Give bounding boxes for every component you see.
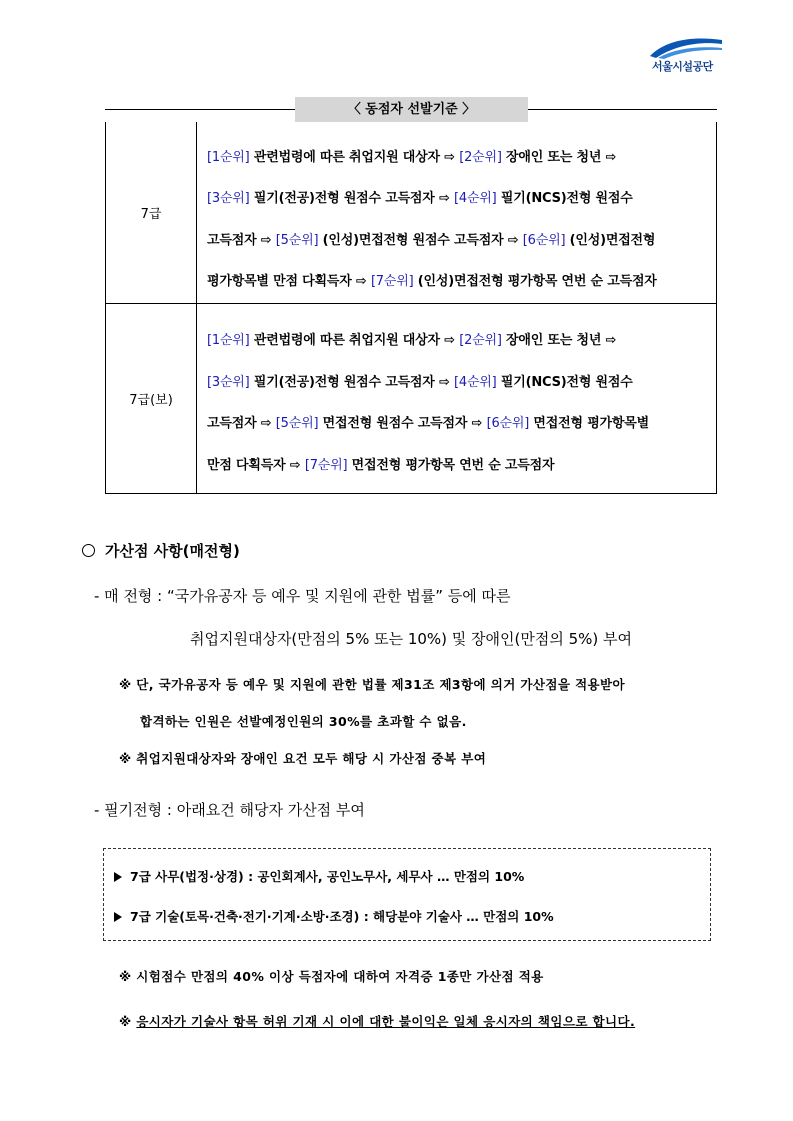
- rank-label: [6순위]: [486, 416, 530, 431]
- triangle-bullet-icon: [114, 912, 122, 922]
- rank-label: [1순위]: [207, 150, 250, 165]
- tiebreak-top-border-right: [528, 109, 717, 110]
- rank-label: [1순위]: [207, 333, 250, 348]
- tiebreak-top-border-left: [105, 109, 295, 110]
- bonus-heading-text: 가산점 사항(매전형): [105, 542, 240, 560]
- rule-text: 필기(NCS)전형 원점수: [496, 375, 633, 390]
- bonus-item-text: 7급 사무(법정·상경) : 공인회계사, 공인노무사, 세무사 … 만점의 10%: [130, 869, 525, 884]
- rank-label: [4순위]: [454, 375, 497, 390]
- rule-text: 고득점자 ⇨: [207, 233, 276, 248]
- rule-text: 관련법령에 따른 취업지원 대상자 ⇨: [249, 150, 460, 165]
- note-single-certificate: ※ 시험점수 만점의 40% 이상 득점자에 대하여 자격증 1종만 가산점 적용: [119, 969, 544, 984]
- rule-line: [207, 187, 633, 206]
- note-merit-limit-line2: 합격하는 인원은 선발예정인원의 30%를 초과할 수 없음.: [140, 714, 467, 729]
- circle-bullet-icon: [82, 544, 95, 557]
- note-warning-text: 응시자가 기술사 항목 허위 기재 시 이에 대한 불이익은 일체 응시자의 책임으로 합니다.: [136, 1014, 636, 1029]
- rule-line: [207, 329, 616, 348]
- rule-text: 장애인 또는 청년 ⇨: [501, 150, 617, 165]
- logo-wave-icon: [648, 34, 724, 60]
- rule-text: 면접전형 원점수 고득점자 ⇨: [318, 416, 487, 431]
- rule-text: 면접전형 평가항목 연번 순 고득점자: [347, 458, 555, 473]
- rule-line: [207, 229, 655, 248]
- note-false-entry-warning: [119, 1012, 635, 1030]
- rule-text: (인성)면접전형 원점수 고득점자 ⇨: [318, 233, 523, 248]
- grade-cell: 7급: [106, 122, 197, 303]
- rule-line: [207, 412, 649, 431]
- triangle-bullet-icon: [114, 872, 122, 882]
- all-stage-bonus-line: - 매 전형 : “국가유공자 등 예우 및 지원에 관한 법률” 등에 따른: [94, 587, 511, 605]
- tiebreak-row-7-bo: [106, 304, 716, 493]
- rule-text: 면접전형 평가항목별: [529, 416, 649, 431]
- rank-label: [7순위]: [304, 458, 348, 473]
- tiebreak-row-7: [106, 122, 716, 304]
- rule-text: 장애인 또는 청년 ⇨: [501, 333, 617, 348]
- tiebreak-title: 〈 동점자 선발기준 〉: [295, 97, 528, 122]
- all-stage-bonus-detail: 취업지원대상자(만점의 5% 또는 10%) 및 장애인(만점의 5%) 부여: [190, 630, 633, 648]
- certificate-bonus-box: [103, 848, 711, 941]
- rule-line: [207, 371, 633, 390]
- rule-line: [207, 146, 616, 165]
- written-bonus-line: - 필기전형 : 아래요건 해당자 가산점 부여: [94, 801, 365, 819]
- rank-label: [6순위]: [522, 233, 566, 248]
- note-duplicate-bonus: ※ 취업지원대상자와 장애인 요건 모두 해당 시 가산점 중복 부여: [119, 751, 487, 766]
- rule-line: [207, 270, 657, 289]
- rule-text: 만점 다획득자 ⇨: [207, 458, 305, 473]
- rank-label: [7순위]: [370, 274, 414, 289]
- note-merit-limit-line1: ※ 단, 국가유공자 등 예우 및 지원에 관한 법률 제31조 제3항에 의거 가산점을 적용받아: [119, 677, 625, 692]
- rank-label: [2순위]: [459, 333, 502, 348]
- logo-text: 서울시설공단: [652, 60, 713, 73]
- bonus-section-heading: [82, 540, 240, 561]
- grade-cell: 7급(보): [106, 304, 197, 493]
- rank-label: [5순위]: [275, 233, 319, 248]
- rank-label: [3순위]: [207, 191, 250, 206]
- rule-text: 필기(NCS)전형 원점수: [496, 191, 633, 206]
- bonus-item-tech: [114, 907, 554, 925]
- rank-label: [2순위]: [459, 150, 502, 165]
- rule-text: (인성)면접전형 평가항목 연번 순 고득점자: [413, 274, 657, 289]
- bonus-item-admin: [114, 867, 524, 885]
- rank-label: [5순위]: [275, 416, 319, 431]
- rule-text: 필기(전공)전형 원점수 고득점자 ⇨: [249, 375, 454, 390]
- tiebreak-table: [105, 122, 717, 494]
- rule-text: 필기(전공)전형 원점수 고득점자 ⇨: [249, 191, 454, 206]
- rank-label: [4순위]: [454, 191, 497, 206]
- rule-text: 평가항목별 만점 다획득자 ⇨: [207, 274, 371, 289]
- note-mark: ※: [119, 1014, 132, 1029]
- rule-line: [207, 454, 554, 473]
- rule-text: (인성)면접전형: [565, 233, 656, 248]
- seoul-facilities-logo: [646, 34, 728, 78]
- bonus-item-text: 7급 기술(토목·건축·전기·기계·소방·조경) : 해당분야 기술사 … 만점의 10%: [130, 909, 554, 924]
- rank-label: [3순위]: [207, 375, 250, 390]
- rule-text: 관련법령에 따른 취업지원 대상자 ⇨: [249, 333, 460, 348]
- rule-text: 고득점자 ⇨: [207, 416, 276, 431]
